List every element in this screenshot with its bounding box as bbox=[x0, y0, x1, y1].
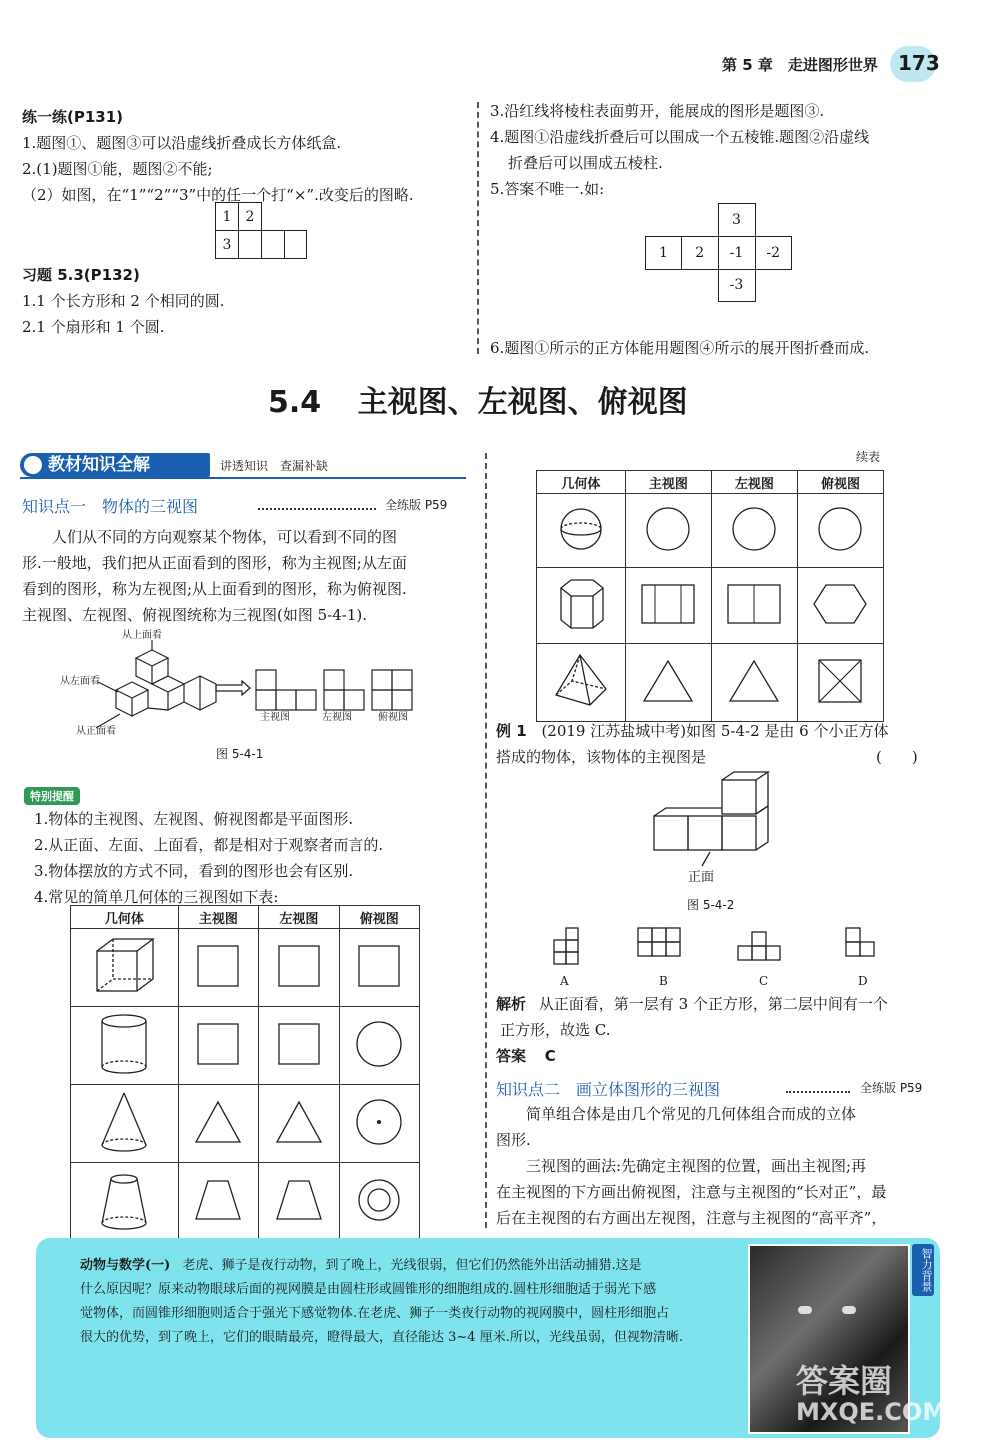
fig-label-side: 左视图 bbox=[322, 712, 352, 723]
banner-subtitle: 讲透知识 查漏补缺 bbox=[220, 459, 329, 473]
answer-value: C bbox=[544, 1047, 556, 1065]
kp2-line: 简单组合体是由几个常见的几何体组合而成的立体 bbox=[526, 1105, 857, 1123]
tiger-eye-right bbox=[842, 1306, 856, 1314]
column-divider bbox=[477, 102, 479, 354]
example-text: 搭成的物体，该物体的主视图是 bbox=[496, 748, 707, 766]
exercise-line: 1.1 个长方形和 2 个相同的圆. bbox=[22, 292, 225, 310]
circle-view bbox=[353, 1018, 405, 1070]
answer-label: 答案 bbox=[496, 1047, 527, 1065]
figure-caption: 图 5-4-1 bbox=[216, 747, 264, 761]
kp2-title: 知识点二 画立体图形的三视图 bbox=[496, 1080, 721, 1099]
option-b-figure bbox=[632, 926, 692, 968]
kp2-ref: 全练版 P59 bbox=[860, 1081, 923, 1095]
net-cell: 2 bbox=[682, 236, 719, 269]
footer-line: 什么原因呢？原来动物眼球后面的视网膜是由圆柱形或圆锥形的细胞组成的.圆柱形细胞适于弱光下感 bbox=[80, 1282, 657, 1297]
option-label: C bbox=[759, 974, 769, 988]
table-row bbox=[537, 568, 884, 644]
chapter-title: 第 5 章 走进图形世界 bbox=[722, 56, 878, 74]
table-header: 几何体 bbox=[71, 906, 179, 929]
table-header: 主视图 bbox=[178, 906, 258, 929]
fig-label-top: 从上面看 bbox=[122, 630, 162, 641]
net-cell: -3 bbox=[718, 269, 755, 302]
example-label: 例 1 bbox=[496, 722, 527, 740]
trapezoid-view bbox=[192, 1175, 244, 1225]
exercise-line: 2.1 个扇形和 1 个圆. bbox=[22, 318, 165, 336]
hexagonal-prism-solid bbox=[551, 574, 611, 634]
kp1-dotted-leader bbox=[258, 508, 376, 510]
answer-line: 折叠后可以围成五棱柱. bbox=[508, 154, 663, 172]
tip-item: 1.物体的主视图、左视图、俯视图都是平面图形. bbox=[34, 810, 354, 828]
circle-view bbox=[814, 503, 866, 555]
table-header: 左视图 bbox=[711, 471, 797, 494]
option-c-figure bbox=[732, 926, 792, 968]
grid-cell bbox=[262, 231, 285, 259]
speaker-icon bbox=[24, 456, 42, 474]
triangle-view bbox=[640, 656, 696, 706]
banner-title: 教材知识全解 bbox=[48, 455, 150, 475]
analysis-text: 正方形，故选 C. bbox=[500, 1021, 611, 1039]
kp1-title: 知识点一 物体的三视图 bbox=[22, 497, 199, 516]
grid-cell bbox=[284, 231, 306, 259]
footer-line: 觉物体，而圆锥形细胞则适合于强光下感觉物体.在老虎、狮子一类夜行动物的视网膜中，圆柱形细胞占 bbox=[80, 1306, 670, 1321]
practice-line: （2）如图，在“1”“2”“3”中的任一个打“×”.改变后的图略. bbox=[22, 186, 414, 204]
square-view bbox=[274, 1019, 324, 1069]
circle-view bbox=[642, 503, 694, 555]
tip-item: 3.物体摆放的方式不同，看到的图形也会有区别. bbox=[34, 862, 354, 880]
side-tab: 智力背景 bbox=[912, 1244, 934, 1296]
net-cell: 3 bbox=[718, 204, 755, 237]
kp1-ref: 全练版 P59 bbox=[385, 498, 448, 512]
footer-line: 很大的优势，到了晚上，它们的眼睛最亮，瞪得最大，直径能达 3~4 厘米.所以，光线虽弱，但视物清晰. bbox=[80, 1330, 683, 1345]
trapezoid-view bbox=[273, 1175, 325, 1225]
net-cell: -2 bbox=[755, 236, 792, 269]
analysis-text: 从正面看，第一层有 3 个正方形，第二层中间有一个 bbox=[538, 995, 888, 1013]
answer-line: 4.题图①沿虚线折叠后可以围成一个五棱锥.题图②沿虚线 bbox=[490, 128, 870, 146]
grid-cell: 2 bbox=[239, 203, 262, 231]
table-continued-label: 续表 bbox=[856, 450, 881, 464]
column-divider bbox=[485, 453, 487, 1228]
cube-solid bbox=[89, 933, 159, 999]
table-row bbox=[71, 1085, 420, 1163]
hexagon-view bbox=[810, 579, 870, 629]
banner-pill bbox=[20, 453, 210, 477]
circle-dot-view bbox=[353, 1096, 405, 1148]
kp2-line: 图形. bbox=[496, 1131, 531, 1149]
tips-list bbox=[34, 806, 383, 910]
kp2-dotted-leader bbox=[786, 1091, 850, 1093]
example-1 bbox=[496, 718, 888, 770]
kp2-line: 三视图的画法:先确定主视图的位置，画出主视图;再 bbox=[526, 1157, 867, 1175]
answer-paren: ( ) bbox=[876, 748, 918, 766]
answer-line: 6.题图①所示的正方体能用题图④所示的展开图折叠而成. bbox=[490, 339, 870, 357]
section-number: 5.4 bbox=[268, 385, 322, 420]
kp1-line: 主视图、左视图、俯视图统称为三视图(如图 5-4-1). bbox=[22, 606, 368, 624]
table-header: 主视图 bbox=[625, 471, 711, 494]
answer-line: 3.沿红线将棱柱表面剪开，能展成的图形是题图③. bbox=[490, 102, 825, 120]
pyramid-solid bbox=[550, 651, 612, 711]
cylinder-solid bbox=[96, 1011, 152, 1077]
figure-caption: 图 5-4-2 bbox=[687, 898, 735, 912]
table-row bbox=[71, 1007, 420, 1085]
fig-label-main: 主视图 bbox=[260, 712, 290, 723]
table-row bbox=[537, 494, 884, 568]
fig-label-plan: 俯视图 bbox=[378, 712, 408, 723]
circle-view bbox=[728, 503, 780, 555]
option-d-figure bbox=[840, 926, 890, 968]
kp2-line: 在主视图的下方画出俯视图，注意与主视图的“长对正”，最 bbox=[496, 1183, 887, 1201]
numbered-net-grid bbox=[645, 203, 792, 302]
triangle-view bbox=[273, 1097, 325, 1147]
net-cell: -1 bbox=[718, 236, 755, 269]
rectangle-split-view bbox=[638, 579, 698, 629]
watermark-text: 答案圈 bbox=[796, 1362, 893, 1400]
left-exercise-block bbox=[22, 262, 224, 340]
analysis-label: 解析 bbox=[496, 995, 527, 1013]
square-view bbox=[354, 941, 404, 991]
net-cell: 1 bbox=[646, 236, 682, 269]
footer-title: 动物与数学(一) bbox=[80, 1258, 171, 1273]
sphere-solid bbox=[555, 503, 607, 555]
grid-cell: 3 bbox=[216, 231, 239, 259]
watermark-url: MXQE.COM bbox=[796, 1398, 947, 1426]
square-view bbox=[274, 941, 324, 991]
cone-solid bbox=[96, 1089, 152, 1155]
square-view bbox=[193, 1019, 243, 1069]
kp1-line: 看到的图形，称为左视图;从上面看到的图形，称为俯视图. bbox=[22, 580, 407, 598]
grid-cell bbox=[239, 231, 262, 259]
option-label: A bbox=[560, 974, 569, 988]
footer-box bbox=[36, 1238, 947, 1438]
section-name: 主视图、左视图、俯视图 bbox=[357, 385, 688, 420]
page-number: 173 bbox=[898, 51, 940, 75]
square-view bbox=[193, 941, 243, 991]
kp2-line: 后在主视图的右方画出左视图，注意与主视图的“高平齐”， bbox=[496, 1209, 887, 1227]
footer-text bbox=[80, 1254, 760, 1350]
exercise-title: 习题 5.3(P132) bbox=[22, 266, 140, 284]
kp2-paragraph bbox=[496, 1101, 886, 1231]
three-views-table bbox=[70, 905, 420, 1241]
fig-label-left: 从左面看 bbox=[60, 676, 100, 687]
table-row bbox=[537, 644, 884, 722]
section-title bbox=[268, 377, 688, 421]
rectangle-split-view bbox=[724, 579, 784, 629]
fig-label-front: 从正面看 bbox=[76, 726, 116, 737]
triangle-view bbox=[726, 656, 782, 706]
front-label: 正面 bbox=[688, 870, 715, 885]
practice-line: 1.题图①、题图③可以沿虚线折叠成长方体纸盒. bbox=[22, 134, 342, 152]
example-text: (2019 江苏盐城中考)如图 5-4-2 是由 6 个小正方体 bbox=[541, 722, 889, 740]
figure-5-4-2 bbox=[650, 770, 780, 880]
tiger-eye-left bbox=[798, 1306, 812, 1314]
kp1-line: 形.一般地，我们把从正面看到的图形，称为主视图;从左面 bbox=[22, 554, 407, 572]
kp1-line: 人们从不同的方向观察某个物体，可以看到不同的图 bbox=[52, 528, 398, 546]
option-a-figure bbox=[542, 926, 592, 968]
option-label: D bbox=[858, 974, 868, 988]
tip-item: 4.常见的简单几何体的三视图如下表: bbox=[34, 888, 279, 906]
analysis-block bbox=[496, 991, 888, 1069]
grid-cell: 1 bbox=[216, 203, 239, 231]
cube-net-grid bbox=[215, 202, 307, 259]
table-header: 俯视图 bbox=[797, 471, 883, 494]
knowledge-banner bbox=[20, 453, 466, 479]
option-label: B bbox=[659, 974, 668, 988]
answer-line: 5.答案不唯一.如: bbox=[490, 180, 605, 198]
tips-badge: 特别提醒 bbox=[24, 787, 80, 805]
table-header: 几何体 bbox=[537, 471, 626, 494]
three-views-table-continued bbox=[536, 470, 884, 722]
square-cross-view bbox=[814, 655, 866, 707]
practice-title: 练一练(P131) bbox=[22, 108, 124, 126]
triangle-view bbox=[192, 1097, 244, 1147]
kp1-paragraph bbox=[22, 524, 472, 628]
tip-item: 2.从正面、左面、上面看，都是相对于观察者而言的. bbox=[34, 836, 384, 854]
frustum-solid bbox=[96, 1167, 152, 1233]
left-top-block bbox=[22, 104, 414, 208]
footer-line: 老虎、狮子是夜行动物，到了晚上，光线很弱，但它们仍然能外出活动捕猎.这是 bbox=[182, 1258, 642, 1273]
practice-line: 2.(1)题图①能，题图②不能; bbox=[22, 160, 213, 178]
concentric-circles-view bbox=[353, 1174, 405, 1226]
table-row bbox=[71, 1163, 420, 1241]
table-row bbox=[71, 929, 420, 1007]
right-top-block bbox=[490, 98, 869, 202]
table-header: 俯视图 bbox=[339, 906, 419, 929]
table-header: 左视图 bbox=[259, 906, 339, 929]
